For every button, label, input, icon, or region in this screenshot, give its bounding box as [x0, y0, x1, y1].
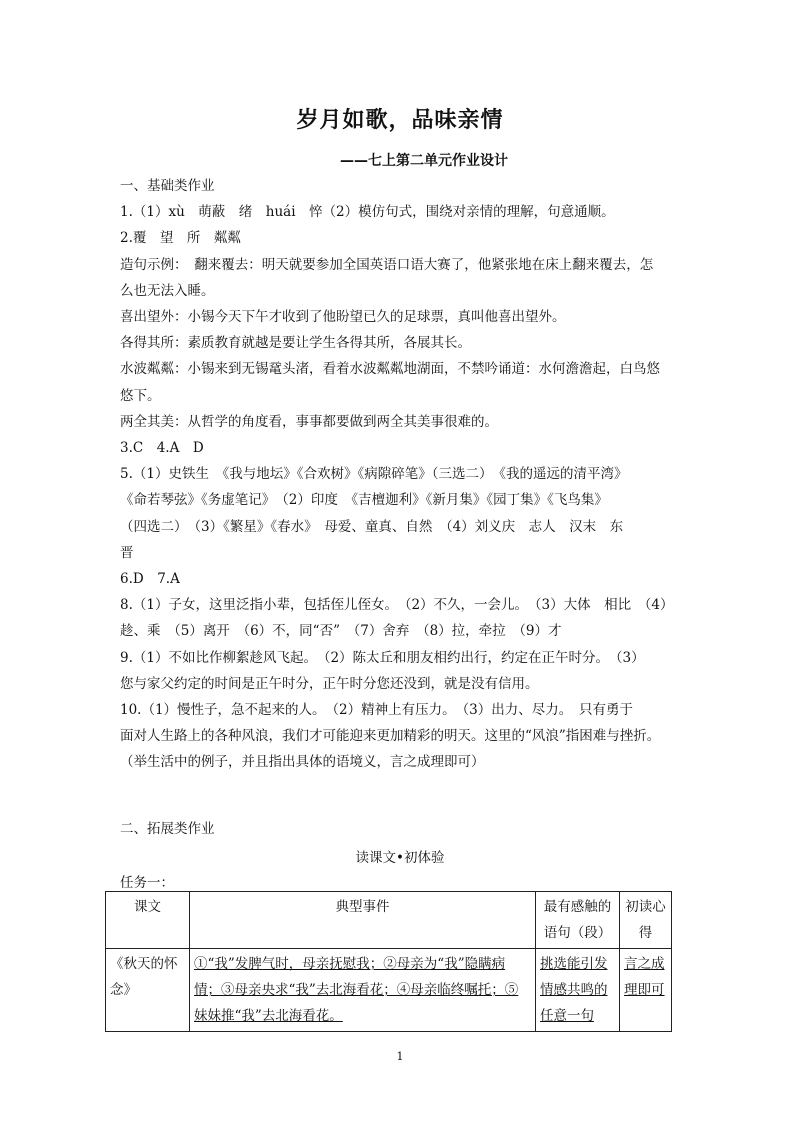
section-heading: 二、拓展类作业: [120, 821, 215, 837]
text-line: 《命若琴弦》《务虚笔记》 （2）印度 《吉檀迦利》《新月集》《园丁集》《飞鸟集》: [120, 492, 608, 509]
sub-heading: 读课文•初体验: [355, 850, 445, 866]
page-number: 1: [396, 1050, 404, 1063]
text-line: 水波粼粼：小锡来到无锡鼋头渚，看着水波粼粼地湖面，不禁吟诵道：水何澹澹起，白鸟悠: [120, 361, 660, 378]
page-subtitle: ——七上第二单元作业设计: [340, 153, 508, 169]
text-line: 1.（1）xù 萌蔽 绪 huái 悴（2）模仿句式，围绕对亲情的理解，句意通顺。: [120, 204, 615, 221]
text-line: 造句示例： 翻来覆去：明天就要参加全国英语口语大赛了，他紧张地在床上翻来覆去，怎: [120, 256, 654, 273]
text-line: 5.（1）史铁生 《我与地坛》《合欢树》《病隙碎笔》（三选二） 《我的遥远的清平湾》: [120, 466, 628, 483]
table-cell-events: ①“我”发脾气时，母亲抚慰我；②母亲为“我”隐瞒病情；③母亲央求“我”去北海看花；④母亲临终嘱托；⑤妹妹推“我”去北海看花。: [190, 949, 536, 1032]
text-line: 6.D 7.A: [120, 571, 180, 588]
table-cell-sentence: 挑选能引发情感共鸣的任意一句: [536, 949, 620, 1032]
text-line: （举生活中的例子，并且指出具体的语境义，言之成理即可）: [120, 754, 485, 771]
text-line: 趁、乘 （5）离开 （6）不，同“否” （7）舍弃 （8）拉，牵拉 （9）才: [120, 623, 562, 640]
reading-table: [105, 891, 672, 1032]
table-cell-text: 《秋天的怀念》: [106, 949, 190, 1032]
table-row: [106, 949, 672, 1032]
text-line: 两全其美：从哲学的角度看，事事都要做到两全其美事很难的。: [120, 413, 498, 430]
column-header: 课文: [106, 892, 190, 949]
text-line: 各得其所：素质教育就越是要让学生各得其所，各展其长。: [120, 335, 471, 352]
table-cell-feeling: 言之成理即可: [620, 949, 672, 1032]
text-line: （四选二） （3）《繁星》《春水》 母爱、童真、自然 （4）刘义庆 志人 汉末 东: [120, 518, 624, 535]
text-line: 3.C 4.A D: [120, 440, 204, 457]
text-line: 8.（1）子女，这里泛指小辈，包括侄儿侄女。 （2）不久，一会儿。 （3）大体 相比 （4）: [120, 597, 674, 614]
page-title: 岁月如歌，品味亲情: [296, 108, 504, 133]
text-line: 么也无法入睡。: [120, 282, 215, 299]
text-line: 10.（1）慢性子，急不起来的人。 （2）精神上有压力。 （3）出力、尽力。 只有勇于: [120, 702, 633, 719]
column-header: 最有感触的语句（段）: [536, 892, 620, 949]
text-line: 喜出望外：小锡今天下午才收到了他盼望已久的足球票，真叫他喜出望外。: [120, 309, 566, 326]
text-line: 9.（1）不如比作柳絮趁风飞起。 （2）陈太丘和朋友相约出行，约定在正午时分。 （3）: [120, 649, 645, 666]
text-line: 晋: [120, 544, 134, 561]
answer-body: [120, 173, 680, 776]
text-line: 2.覆 望 所 粼粼: [120, 230, 241, 247]
text-line: 一、基础类作业: [120, 178, 215, 194]
column-header: 典型事件: [190, 892, 536, 949]
table-header-row: [106, 892, 672, 949]
text-line: 您与家父约定的时间是正午时分，正午时分您还没到，就是没有信用。: [120, 675, 539, 692]
column-header: 初读心得: [620, 892, 672, 949]
task-label: 任务一：: [120, 875, 174, 891]
text-line: 悠下。: [120, 387, 161, 404]
text-line: 面对人生路上的各种风浪，我们才可能迎来更加精彩的明天。这里的“风浪”指困难与挫折。: [120, 728, 661, 745]
